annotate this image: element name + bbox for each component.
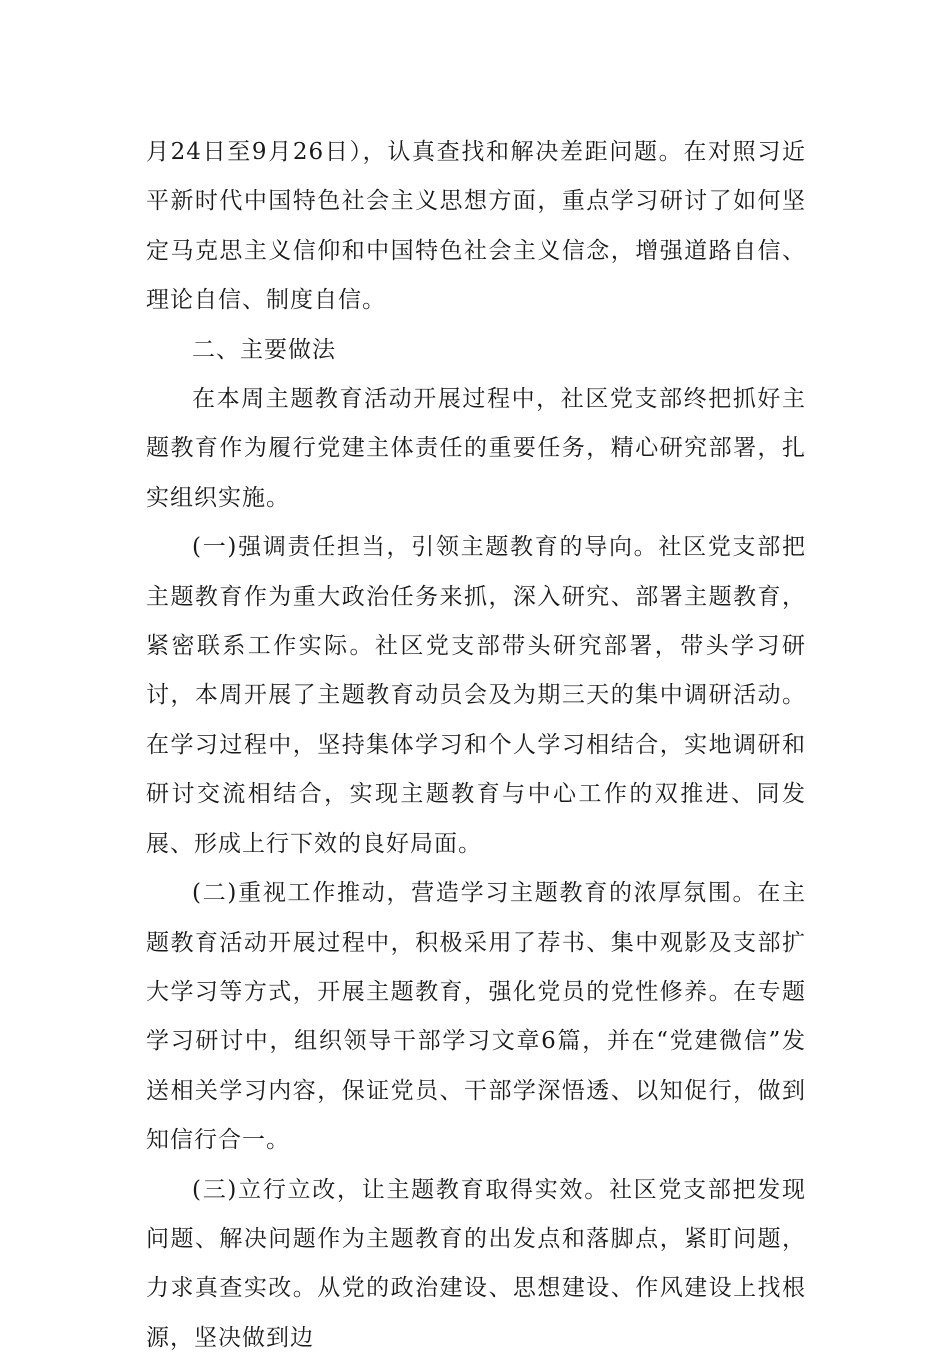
paragraph-continuation: 月24日至9月26日），认真查找和解决差距问题。在对照习近平新时代中国特色社会主义思想方面，重点学习研讨了如何坚定马克思主义信仰和中国特色社会主义信念，增强道路自信、理论自信、制度自信。 bbox=[146, 139, 806, 314]
document-body bbox=[146, 128, 806, 1363]
paragraph-item-2: (二)重视工作推动，营造学习主题教育的浓厚氛围。在主题教育活动开展过程中，积极采用了荐书、集中观影及支部扩大学习等方式，开展主题教育，强化党员的党性修养。在专题学习研讨中，组织领导干部学习文章6篇，并在“党建微信”发送相关学习内容，保证党员、干部学深悟透、以知促行，做到知信行合一。 bbox=[146, 880, 806, 1154]
paragraph-item-3: (三)立行立改，让主题教育取得实效。社区党支部把发现问题、解决问题作为主题教育的出发点和落脚点，紧盯问题，力求真查实改。从党的政治建设、思想建设、作风建设上找根源，坚决做到边 bbox=[146, 1176, 806, 1351]
paragraph-intro: 在本周主题教育活动开展过程中，社区党支部终把抓好主题教育作为履行党建主体责任的重要任务，精心研究部署，扎实组织实施。 bbox=[146, 386, 806, 511]
paragraph-item-1: (一)强调责任担当，引领主题教育的导向。社区党支部把主题教育作为重大政治任务来抓，深入研究、部署主题教育，紧密联系工作实际。社区党支部带头研究部署，带头学习研讨，本周开展了主题教育动员会及为期三天的集中调研活动。在学习过程中，坚持集体学习和个人学习相结合，实地调研和研讨交流相结合，实现主题教育与中心工作的双推进、同发展、形成上行下效的良好局面。 bbox=[146, 534, 806, 857]
section-heading-main-practices: 二、主要做法 bbox=[192, 336, 336, 363]
